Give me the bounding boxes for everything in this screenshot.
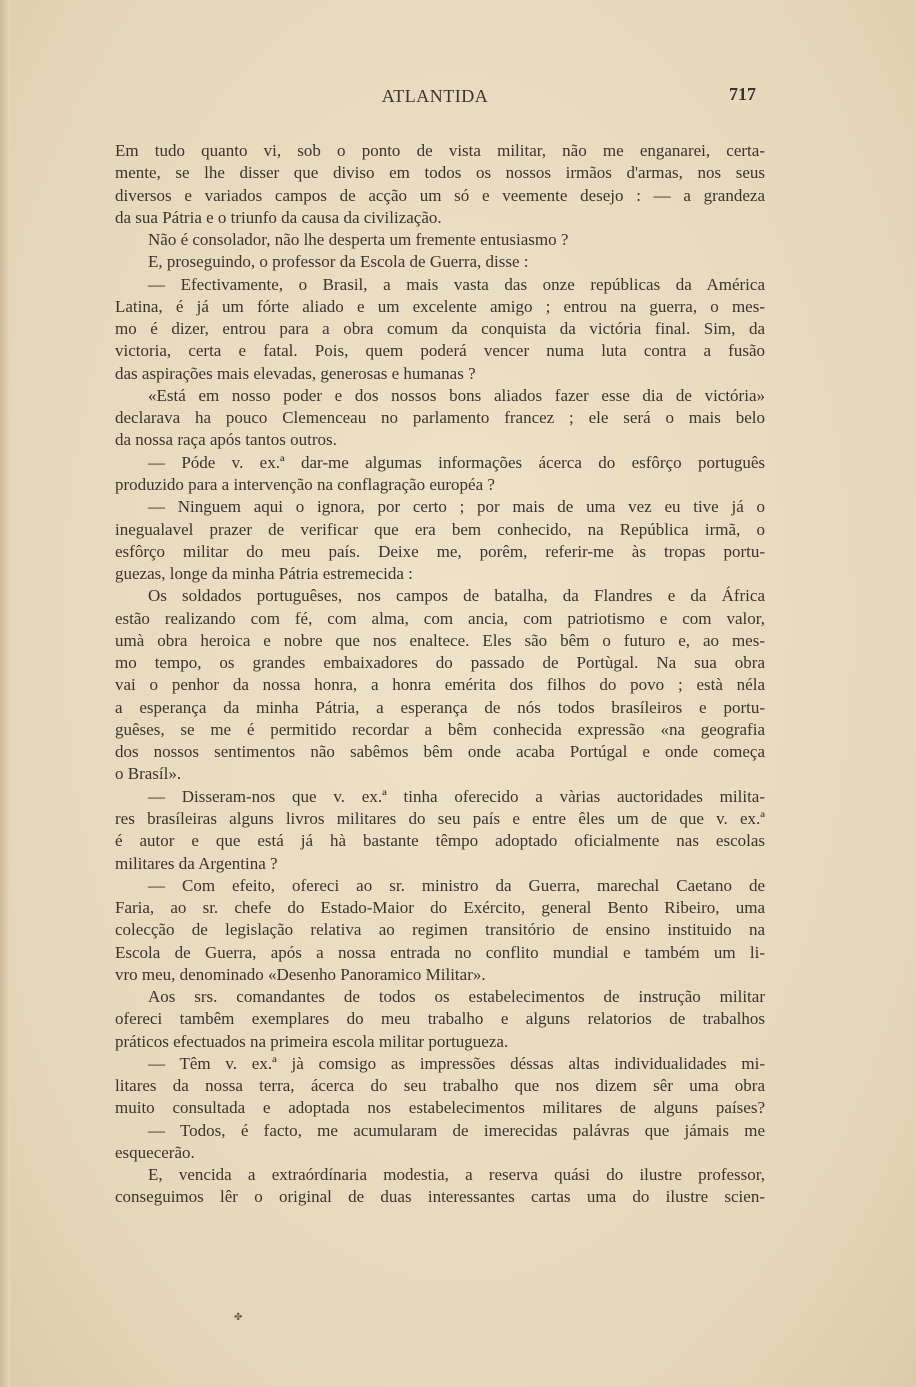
text-line: res brasíleiras alguns livros militares do seu país e entre êles um de que v. ex.ª [115, 808, 765, 828]
text-line: muito consultada e adoptada nos estabelecimentos militares de alguns países? [115, 1098, 765, 1118]
text-line: da nossa raça após tantos outros. [115, 430, 337, 450]
text-line: inegualavel prazer de verificar que era bem conhecido, na República irmã, o [115, 519, 765, 539]
text-line: dos nossos sentimentos não sabêmos bêm onde acaba Portúgal e onde começa [115, 742, 765, 762]
text-line: Em tudo quanto vi, sob o ponto de vista militar, não me enganarei, certa- [115, 141, 765, 160]
text-line: Escola de Guerra, após a nossa entrada no conflito mundial e também um li- [115, 942, 765, 962]
text-line: vro meu, denominado «Desenho Panoramico Militar». [115, 964, 486, 984]
page-number: 717 [729, 84, 756, 104]
text-line: — Todos, é facto, me acumularam de imerecidas palávras que jámais me [148, 1120, 765, 1140]
text-line: — Efectivamente, o Brasil, a mais vasta das onze repúblicas da América [148, 274, 765, 294]
text-line: colecção de legislação relativa ao regimen transitório de ensino instituido na [115, 920, 765, 940]
text-line: mo tempo, os grandes embaixadores do passado de Portùgal. Na sua obra [115, 653, 765, 673]
text-line: E, vencida a extraórdínaria modestia, a reserva quási do ilustre professor, [148, 1165, 765, 1185]
text-line: diversos e variados campos de acção um só e veemente desejo : — a grandeza [115, 185, 765, 205]
text-line: esquecerão. [115, 1142, 195, 1162]
printer-mark-icon: ✤ [234, 1312, 243, 1323]
text-line: — Têm v. ex.ª jà comsigo as impressões déssas altas individualidades mi- [148, 1053, 765, 1073]
text-line: vai o penhor da nossa honra, a honra emérita dos filhos do povo ; està néla [115, 675, 765, 695]
text-line: é autor e que está já hà bastante têmpo adoptado oficialmente nas escolas [115, 831, 765, 851]
text-line: E, proseguindo, o professor da Escola de Guerra, disse : [148, 252, 529, 272]
page-spine-shadow [0, 0, 10, 1387]
text-line: Aos srs. comandantes de todos os estabelecimentos de instrução militar [148, 987, 765, 1007]
text-line: — Disseram-nos que v. ex.ª tinha oferecido a vàrias auctoridades milita- [148, 786, 765, 806]
text-line: Não é consolador, não lhe desperta um fremente entusiasmo ? [148, 230, 569, 250]
text-line: victoria, certa e fatal. Pois, quem poderá vencer numa luta contra a fusão [115, 341, 765, 361]
text-line: esfôrço militar do meu país. Deixe me, porêm, referir-me às tropas portu- [115, 541, 765, 561]
text-line: litares da nossa terra, ácerca do seu trabalho que nos dizem sêr uma obra [115, 1076, 765, 1096]
text-line: — Póde v. ex.ª dar-me algumas informações ácerca do esfôrço português [148, 452, 765, 472]
text-line: guezas, longe da minha Pátria estremecida : [115, 564, 413, 584]
text-line: Os soldados portuguêses, nos campos de batalha, da Flandres e da África [148, 586, 765, 606]
text-line: guêses, se me é permitido recordar a bêm conhecida expressão «na geografia [115, 719, 765, 739]
text-line: declarava ha pouco Clemenceau no parlamento francez ; ele será o mais belo [115, 408, 765, 428]
text-line: da sua Pátria e o triunfo da causa da civilização. [115, 207, 442, 227]
text-line: práticos efectuados na primeira escola militar portugueza. [115, 1031, 509, 1051]
text-line: — Ninguem aqui o ignora, por certo ; por mais de uma vez eu tive já o [148, 497, 765, 517]
text-line: mente, se lhe disser que diviso em todos os nossos irmãos d'armas, nos seus [115, 163, 765, 183]
text-line: das aspirações mais elevadas, generosas e humanas ? [115, 363, 476, 383]
text-line: o Brasíl». [115, 764, 182, 784]
text-line: militares da Argentina ? [115, 853, 278, 873]
text-line: a esperança da minha Pátria, a esperança de nós todos brasíleiros e portu- [115, 697, 765, 717]
text-line: umà obra heroica e nobre que nos enaltece. Eles são bêm o futuro e, ao mes- [115, 630, 765, 650]
text-line: ofereci tambêm exemplares do meu trabalho e alguns relatorios de trabalhos [115, 1009, 765, 1029]
text-line: Latina, é já um fórte aliado e um excelente amigo ; entrou na guerra, o mes- [115, 296, 765, 316]
text-line: Faria, ao sr. chefe do Estado-Maior do Exército, general Bento Ribeiro, uma [115, 898, 765, 918]
article-body [115, 140, 765, 1209]
running-header-title: ATLANTIDA [381, 86, 489, 106]
text-line: produzido para a intervenção na conflagração européa ? [115, 474, 495, 494]
text-line: conseguimos lêr o original de duas interessantes cartas uma do ilustre scien- [115, 1187, 765, 1207]
text-line: «Está em nosso poder e dos nossos bons aliados fazer esse dia de victória» [148, 385, 765, 405]
text-line: estão realizando com fé, com alma, com ancia, com patriotismo e com valor, [115, 608, 765, 628]
text-line: mo é dizer, entrou para a obra comum da conquista da victória final. Sim, da [115, 319, 765, 339]
text-line: — Com efeito, ofereci ao sr. ministro da Guerra, marechal Caetano de [148, 875, 765, 895]
